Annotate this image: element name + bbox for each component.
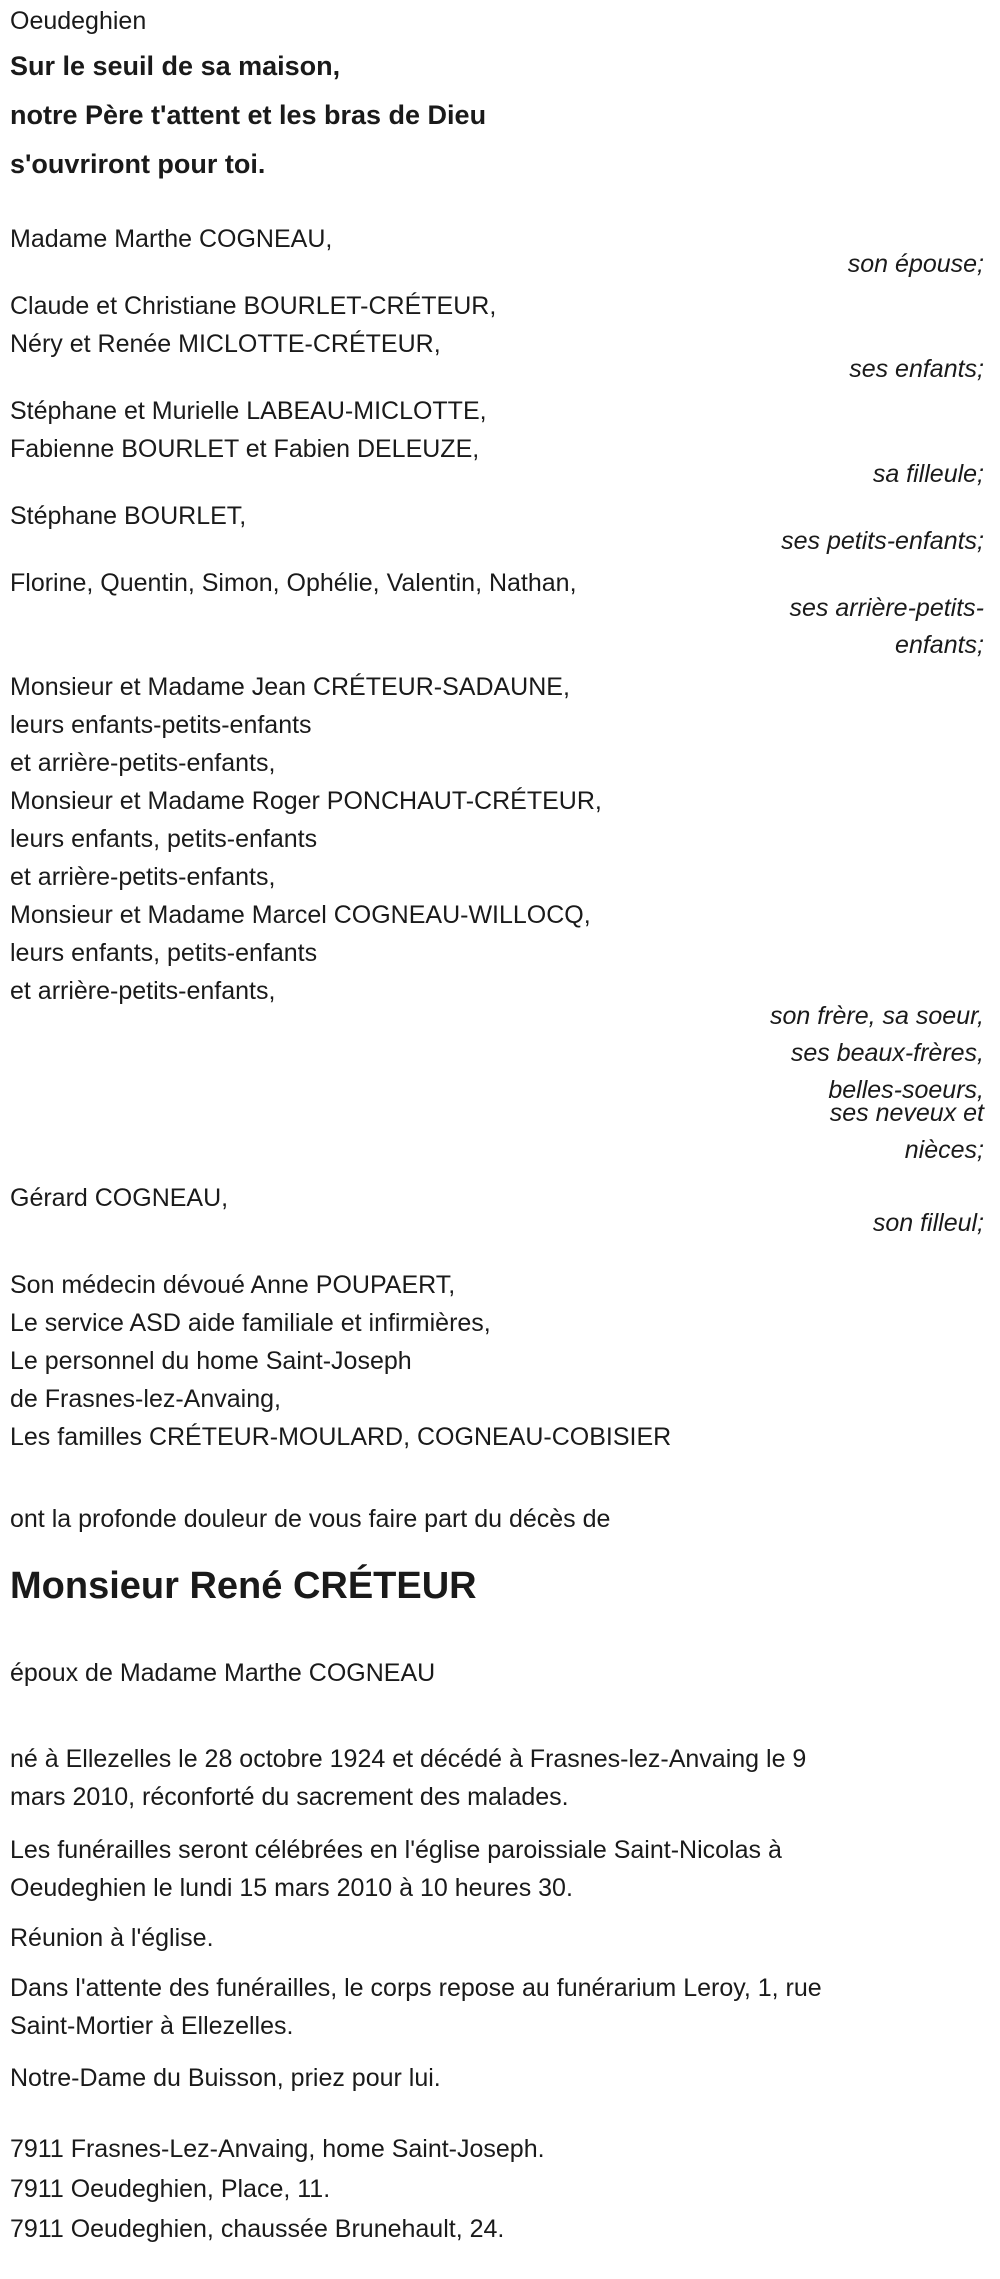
life-dates <box>10 1740 984 1816</box>
epigraph-line: s'ouvriront pour toi. <box>10 149 266 179</box>
family-names-line: Néry et Renée MICLOTTE-CRÉTEUR, <box>10 330 441 358</box>
family-group-godson <box>10 1179 984 1242</box>
epigraph <box>10 47 984 183</box>
funeral-details-line: Les funérailles seront célébrées en l'église paroissiale Saint-Nicolas à <box>10 1836 782 1864</box>
address-line: 7911 Oeudeghien, Place, 11. <box>10 2175 331 2203</box>
acknowledgement-line: Son médecin dévoué Anne POUPAERT, <box>10 1271 456 1299</box>
funeral-details <box>10 1831 984 1907</box>
acknowledgements <box>10 1266 984 1456</box>
repose-line: Dans l'attente des funérailles, le corps repose au funérarium Leroy, 1, rue <box>10 1974 822 2002</box>
family-names-line: et arrière-petits-enfants, <box>10 977 276 1005</box>
family-group-spouse <box>10 220 984 283</box>
life-dates-line: mars 2010, réconforté du sacrement des malades. <box>10 1783 569 1811</box>
relation-label-line: sa filleule; <box>872 460 984 488</box>
family-names-line: Stéphane BOURLET, <box>10 502 247 530</box>
funeral-details-line: Oeudeghien le lundi 15 mars 2010 à 10 heures 30. <box>10 1874 573 1902</box>
relation-label <box>10 998 984 1169</box>
family-names-line: et arrière-petits-enfants, <box>10 863 276 891</box>
family-names-line: leurs enfants, petits-enfants <box>10 939 318 967</box>
epigraph-line: notre Père t'attent et les bras de Dieu <box>10 100 487 130</box>
family-group-goddaughter <box>10 392 984 493</box>
family-names-line: Monsieur et Madame Marcel COGNEAU-WILLOCQ, <box>10 901 591 929</box>
acknowledgement-line: de Frasnes-lez-Anvaing, <box>10 1385 281 1413</box>
family-names-line: leurs enfants, petits-enfants <box>10 825 318 853</box>
family-group-siblings <box>10 668 984 1169</box>
relation-label-line: enfants; <box>895 631 984 659</box>
family-names-line: Monsieur et Madame Roger PONCHAUT-CRÉTEUR, <box>10 787 602 815</box>
family-names-line: Florine, Quentin, Simon, Ophélie, Valentin, Nathan, <box>10 569 577 597</box>
family-names-line: Stéphane et Murielle LABEAU-MICLOTTE, <box>10 397 487 425</box>
prayer-line: Notre-Dame du Buisson, priez pour lui. <box>10 2064 441 2092</box>
family-names-line: et arrière-petits-enfants, <box>10 749 276 777</box>
family-names-line: leurs enfants-petits-enfants <box>10 711 312 739</box>
epigraph-line: Sur le seuil de sa maison, <box>10 51 341 81</box>
address-line: 7911 Oeudeghien, chaussée Brunehault, 24. <box>10 2215 505 2243</box>
relation-label-line: son frère, sa soeur, <box>769 1002 984 1030</box>
relation-label-line: ses enfants; <box>849 355 984 383</box>
addresses <box>10 2129 984 2249</box>
acknowledgement-line: Le service ASD aide familiale et infirmières, <box>10 1309 491 1337</box>
relation-label-line: ses beaux-frères, <box>790 1039 984 1067</box>
relation-label-line: ses petits-enfants; <box>781 527 984 555</box>
repose-details <box>10 1969 984 2045</box>
family-names-line: Gérard COGNEAU, <box>10 1184 229 1212</box>
family-group-grandchildren <box>10 497 984 560</box>
relation-label-line: ses arrière-petits- <box>789 594 984 622</box>
spouse-line: époux de Madame Marthe COGNEAU <box>10 1659 436 1687</box>
repose-line: Saint-Mortier à Ellezelles. <box>10 2012 294 2040</box>
announcement-line: ont la profonde douleur de vous faire part du décès de <box>10 1505 611 1533</box>
relation-label-line: son épouse; <box>847 250 984 278</box>
family-names-line: Claude et Christiane BOURLET-CRÉTEUR, <box>10 292 497 320</box>
life-dates-line: né à Ellezelles le 28 octobre 1924 et décédé à Frasnes-lez-Anvaing le 9 <box>10 1745 807 1773</box>
relation-label-line: ses neveux et <box>829 1099 984 1127</box>
family-names-line: Monsieur et Madame Jean CRÉTEUR-SADAUNE, <box>10 673 570 701</box>
acknowledgement-line: Le personnel du home Saint-Joseph <box>10 1347 412 1375</box>
acknowledgement-line: Les familles CRÉTEUR-MOULARD, COGNEAU-COBISIER <box>10 1423 672 1451</box>
address-line: 7911 Frasnes-Lez-Anvaing, home Saint-Joseph. <box>10 2135 545 2163</box>
relation-label-line: nièces; <box>904 1136 984 1164</box>
relation-label-line: son filleul; <box>872 1209 984 1237</box>
family-names-line: Fabienne BOURLET et Fabien DELEUZE, <box>10 435 480 463</box>
place-line: Oeudeghien <box>10 7 147 35</box>
meeting-line: Réunion à l'église. <box>10 1924 214 1952</box>
family-group-children <box>10 287 984 388</box>
family-names-line: Madame Marthe COGNEAU, <box>10 225 333 253</box>
relation-label-line: belles-soeurs, <box>828 1076 984 1104</box>
deceased-name: Monsieur René CRÉTEUR <box>10 1565 477 1607</box>
family-group-great-grandchildren <box>10 564 984 664</box>
